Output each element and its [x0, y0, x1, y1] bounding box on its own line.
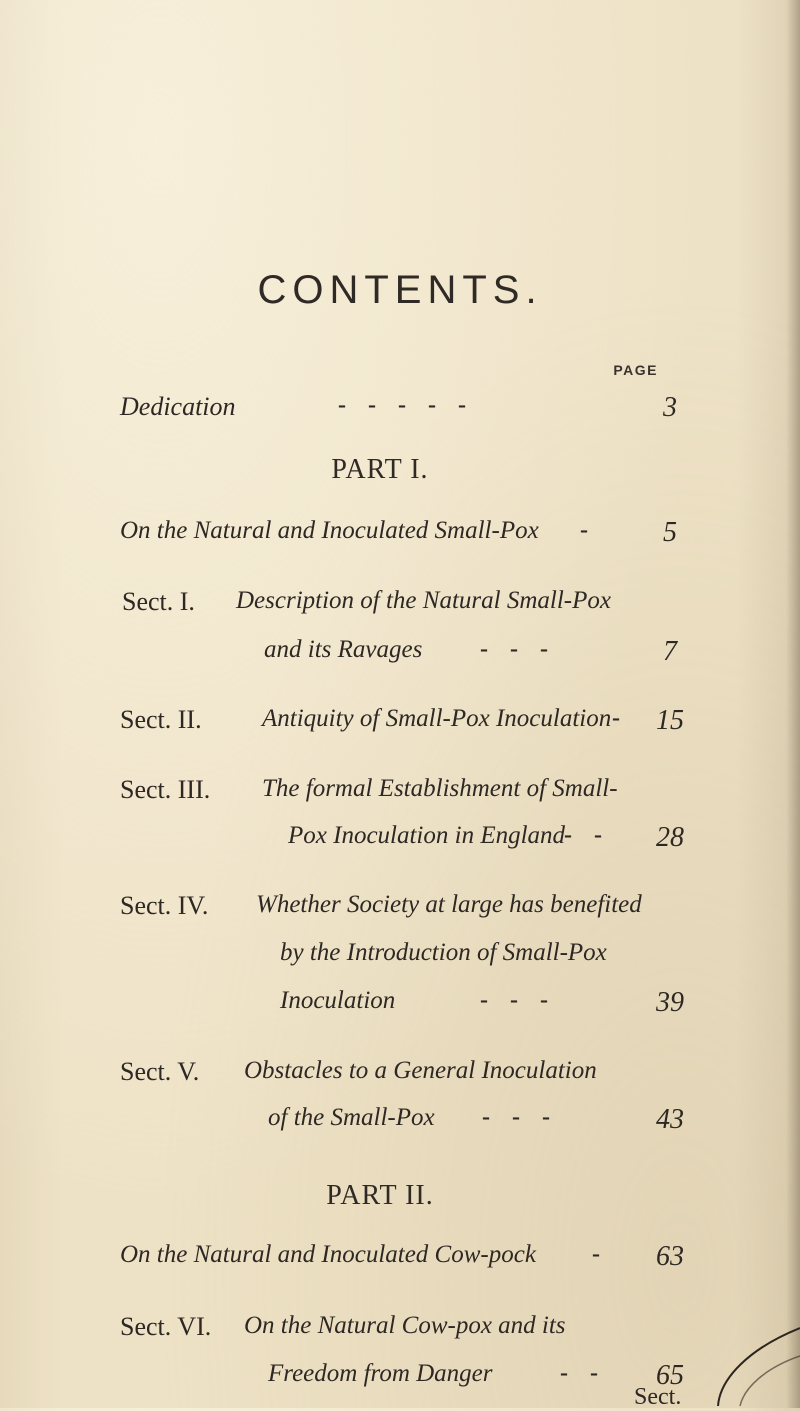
leader-dashes: - - - - -: [338, 392, 467, 418]
page-edge-shadow: [786, 0, 800, 1408]
page-number: 3: [663, 392, 677, 423]
section-number: Sect. III.: [120, 775, 211, 804]
leader-dashes: - - -: [480, 636, 549, 662]
toc-entry-line: Freedom from Danger: [268, 1360, 493, 1387]
page-number: 7: [663, 636, 677, 667]
toc-entry-line: of the Small-Pox: [268, 1104, 435, 1131]
leader-dashes: -: [592, 1241, 601, 1267]
page-column-heading: PAGE: [613, 362, 658, 378]
page-number: 28: [656, 822, 684, 853]
leader-dashes: - - -: [480, 987, 549, 1013]
part-heading-2: PART II.: [326, 1180, 434, 1211]
section-number: Sect. IV.: [120, 891, 209, 920]
toc-entry-line: On the Natural Cow-pox and its: [244, 1312, 566, 1339]
catchword: Sect.: [634, 1384, 682, 1410]
leader-dashes: -: [612, 705, 621, 731]
section-number: Sect. I.: [122, 587, 195, 616]
page-number: 15: [656, 705, 684, 736]
toc-entry-line: Whether Society at large has benefited: [256, 891, 642, 918]
toc-entry-line: Pox Inoculation in England: [288, 822, 566, 849]
section-number: Sect. II.: [120, 705, 202, 734]
page-number: 43: [656, 1104, 684, 1135]
page-title: CONTENTS.: [257, 268, 543, 312]
section-number: Sect. VI.: [120, 1312, 212, 1341]
toc-entry-line: Inoculation: [280, 987, 396, 1014]
leader-dashes: - -: [560, 1360, 599, 1386]
toc-entry-line: Description of the Natural Small-Pox: [236, 587, 611, 614]
leader-dashes: - -: [564, 822, 603, 848]
toc-entry-label: On the Natural and Inoculated Cow-pock: [120, 1241, 536, 1268]
page-number: 39: [656, 987, 684, 1018]
toc-entry-line: The formal Establishment of Small-: [262, 775, 618, 802]
section-number: Sect. V.: [120, 1057, 200, 1086]
leader-dashes: - - -: [482, 1104, 551, 1130]
toc-entry-label: On the Natural and Inoculated Small-Pox: [120, 517, 539, 544]
toc-entry-line: Antiquity of Small-Pox Inoculation: [262, 705, 612, 732]
page-corner-curl: [710, 1318, 800, 1408]
toc-entry-line: Obstacles to a General Inoculation: [244, 1057, 597, 1084]
page-number: 5: [663, 517, 677, 548]
leader-dashes: -: [580, 517, 589, 543]
toc-entry-line: by the Introduction of Small-Pox: [280, 939, 607, 966]
toc-entry-line: and its Ravages: [264, 636, 423, 663]
toc-entry-label: Dedication: [120, 392, 236, 421]
part-heading-1: PART I.: [331, 454, 429, 485]
page-number: 65: [656, 1360, 684, 1391]
page-number: 63: [656, 1241, 684, 1272]
